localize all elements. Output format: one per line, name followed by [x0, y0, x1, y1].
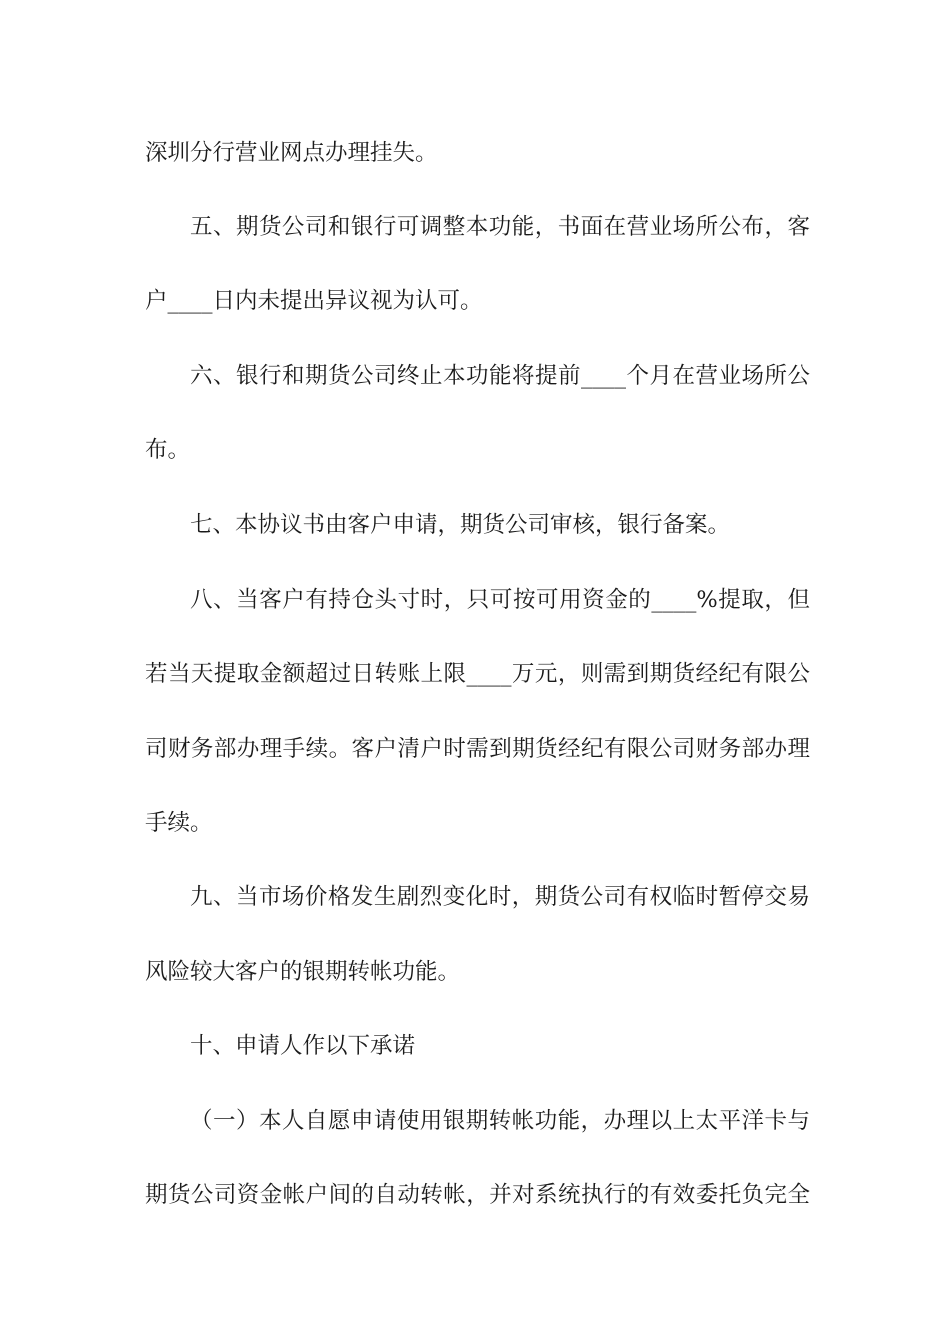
clause-8-line-3: 司财务部办理手续。客户清户时需到期货经纪有限公司财务部办理 [145, 736, 810, 762]
clause-6-line-2: 布。 [145, 437, 191, 463]
clause-9-line-1: 九、当市场价格发生剧烈变化时，期货公司有权临时暂停交易 [190, 884, 810, 910]
clause-8-line-2: 若当天提取金额超过日转账上限____万元，则需到期货经纪有限公 [145, 661, 810, 687]
clause-8-line-1: 八、当客户有持仓头寸时，只可按可用资金的____%提取，但 [190, 587, 810, 613]
clause-5-line-2: 户____日内未提出异议视为认可。 [145, 288, 483, 314]
clause-9-line-2: 风险较大客户的银期转帐功能。 [145, 959, 461, 985]
clause-6-line-1: 六、银行和期货公司终止本功能将提前____个月在营业场所公 [190, 363, 810, 389]
clause-8-line-4: 手续。 [145, 810, 213, 836]
text-line: 深圳分行营业网点办理挂失。 [145, 140, 438, 166]
commitment-1-line-2: 期货公司资金帐户间的自动转帐，并对系统执行的有效委托负完全 [145, 1182, 810, 1208]
clause-5-line-1: 五、期货公司和银行可调整本功能，书面在营业场所公布，客 [190, 214, 810, 240]
clause-7-line-1: 七、本协议书由客户申请，期货公司审核，银行备案。 [190, 512, 731, 538]
commitment-1-line-1: （一）本人自愿申请使用银期转帐功能，办理以上太平洋卡与 [190, 1108, 810, 1134]
clause-10-heading: 十、申请人作以下承诺 [190, 1033, 416, 1059]
